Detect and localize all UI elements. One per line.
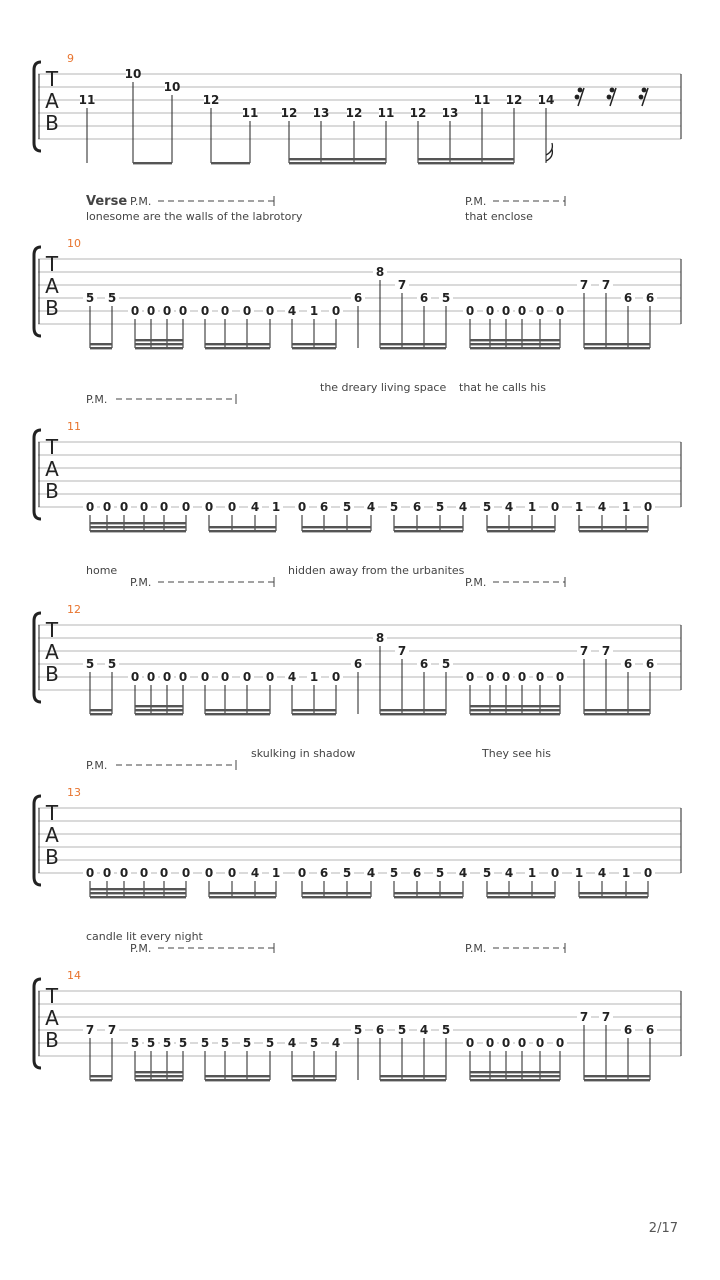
- beam: [470, 1079, 560, 1081]
- fret-number: 0: [200, 670, 210, 684]
- fret-number: 4: [250, 866, 260, 880]
- fret-number: 0: [535, 1036, 545, 1050]
- fret-number: 6: [645, 657, 655, 671]
- beam: [470, 343, 560, 345]
- fret-number: 1: [527, 500, 537, 514]
- fret-number: 1: [527, 866, 537, 880]
- beam: [584, 1079, 650, 1081]
- measure-number: 10: [67, 237, 81, 250]
- fret-number: 0: [265, 304, 275, 318]
- tab-clef-letter: B: [45, 845, 59, 869]
- fret-number: 4: [366, 866, 376, 880]
- fret-number: 12: [345, 106, 363, 120]
- fret-number: 0: [265, 670, 275, 684]
- lyric-text: that enclose: [465, 210, 533, 223]
- system-bracket: [34, 62, 41, 151]
- fret-number: 0: [162, 304, 172, 318]
- fret-number: 4: [287, 304, 297, 318]
- fret-number: 12: [505, 93, 523, 107]
- palm-mute-mark: P.M.: [465, 195, 487, 208]
- beam: [292, 713, 336, 715]
- beam: [584, 713, 650, 715]
- palm-mute-mark: P.M.: [86, 393, 108, 406]
- fret-number: 5: [389, 866, 399, 880]
- fret-number: 0: [130, 670, 140, 684]
- system-bracket: [34, 796, 41, 885]
- fret-number: 0: [227, 500, 237, 514]
- fret-number: 5: [107, 291, 117, 305]
- fret-number: 4: [250, 500, 260, 514]
- fret-number: 5: [162, 1036, 172, 1050]
- beam: [292, 709, 336, 711]
- system-bracket: [34, 979, 41, 1068]
- fret-number: 0: [297, 866, 307, 880]
- beam: [584, 1075, 650, 1077]
- tab-clef-letter: B: [45, 1028, 59, 1052]
- beam: [418, 158, 514, 160]
- tab-clef-letter: T: [45, 618, 59, 642]
- sixteenth-rest-icon: [607, 88, 616, 106]
- fret-number: 5: [242, 1036, 252, 1050]
- fret-number: 6: [412, 866, 422, 880]
- rest-dot: [639, 95, 644, 100]
- beam: [470, 339, 560, 341]
- fret-number: 0: [159, 500, 169, 514]
- note-flag: [546, 143, 552, 161]
- measure-number: 14: [67, 969, 81, 982]
- lyric-text: candle lit every night: [86, 930, 203, 943]
- beam: [302, 530, 371, 532]
- beam: [487, 892, 555, 894]
- tab-clef-letter: A: [45, 274, 59, 298]
- beam: [209, 530, 276, 532]
- beam: [90, 1079, 112, 1081]
- beam: [90, 526, 186, 528]
- beam: [90, 888, 186, 890]
- tab-clef-letter: B: [45, 111, 59, 135]
- beam: [205, 713, 270, 715]
- fret-number: 5: [200, 1036, 210, 1050]
- fret-number: 10: [124, 67, 142, 81]
- fret-number: 6: [645, 1023, 655, 1037]
- lyric-text: They see his: [482, 747, 551, 760]
- rest-dot: [607, 95, 612, 100]
- beam: [135, 1079, 183, 1081]
- fret-number: 0: [465, 670, 475, 684]
- tab-clef-letter: B: [45, 296, 59, 320]
- beam: [394, 526, 463, 528]
- fret-number: 7: [601, 1010, 611, 1024]
- fret-number: 0: [227, 866, 237, 880]
- sixteenth-rest-icon: [639, 88, 648, 106]
- fret-number: 0: [178, 670, 188, 684]
- fret-number: 0: [501, 304, 511, 318]
- fret-number: 6: [353, 291, 363, 305]
- beam: [289, 162, 386, 164]
- beam: [487, 896, 555, 898]
- sixteenth-rest-icon: [575, 88, 584, 106]
- beam: [292, 1079, 336, 1081]
- staff-system-13: [34, 747, 681, 898]
- fret-number: 8: [375, 631, 385, 645]
- fret-number: 12: [202, 93, 220, 107]
- beam: [135, 339, 183, 341]
- rest-dot: [575, 95, 580, 100]
- beam: [470, 713, 560, 715]
- beam: [394, 896, 463, 898]
- fret-number: 0: [550, 866, 560, 880]
- palm-mute-mark: P.M.: [465, 576, 487, 589]
- page-number: 2/17: [648, 1221, 678, 1236]
- fret-number: 0: [242, 670, 252, 684]
- fret-number: 0: [501, 1036, 511, 1050]
- palm-mute-mark: P.M.: [130, 576, 152, 589]
- fret-number: 1: [271, 866, 281, 880]
- fret-number: 1: [574, 866, 584, 880]
- fret-number: 5: [435, 866, 445, 880]
- fret-number: 5: [342, 866, 352, 880]
- fret-number: 0: [139, 866, 149, 880]
- beam: [292, 347, 336, 349]
- fret-number: 0: [204, 866, 214, 880]
- fret-number: 0: [242, 304, 252, 318]
- fret-number: 0: [220, 304, 230, 318]
- fret-number: 0: [555, 670, 565, 684]
- beam: [380, 343, 446, 345]
- fret-number: 0: [102, 500, 112, 514]
- fret-number: 4: [504, 866, 514, 880]
- fret-number: 0: [159, 866, 169, 880]
- beam: [380, 347, 446, 349]
- fret-number: 5: [342, 500, 352, 514]
- fret-number: 5: [482, 866, 492, 880]
- beam: [90, 347, 112, 349]
- tab-clef-letter: A: [45, 1006, 59, 1030]
- beam: [470, 1071, 560, 1073]
- beam: [90, 522, 186, 524]
- beam: [584, 343, 650, 345]
- fret-number: 5: [85, 291, 95, 305]
- fret-number: 5: [220, 1036, 230, 1050]
- fret-number: 5: [353, 1023, 363, 1037]
- fret-number: 0: [643, 500, 653, 514]
- rest-dot: [642, 88, 647, 93]
- fret-number: 13: [441, 106, 459, 120]
- beam: [418, 162, 514, 164]
- beam: [579, 896, 648, 898]
- beam: [292, 1075, 336, 1077]
- fret-number: 1: [309, 304, 319, 318]
- fret-number: 4: [597, 500, 607, 514]
- fret-number: 0: [130, 304, 140, 318]
- fret-number: 5: [397, 1023, 407, 1037]
- fret-number: 0: [220, 670, 230, 684]
- lyric-text: the dreary living space: [320, 381, 447, 394]
- beam: [302, 526, 371, 528]
- beam: [394, 530, 463, 532]
- beam: [302, 892, 371, 894]
- fret-number: 0: [465, 1036, 475, 1050]
- fret-number: 11: [78, 93, 96, 107]
- fret-number: 7: [397, 278, 407, 292]
- rest-dot: [578, 88, 583, 93]
- beam: [90, 892, 186, 894]
- beam: [470, 709, 560, 711]
- fret-number: 7: [601, 644, 611, 658]
- beam: [205, 343, 270, 345]
- fret-number: 0: [119, 500, 129, 514]
- fret-number: 7: [579, 278, 589, 292]
- beam: [90, 343, 112, 345]
- beam: [289, 158, 386, 160]
- fret-number: 5: [130, 1036, 140, 1050]
- measure-number: 12: [67, 603, 81, 616]
- lyric-text: lonesome are the walls of the labrotory: [86, 210, 303, 223]
- fret-number: 1: [621, 866, 631, 880]
- system-bracket: [34, 430, 41, 519]
- fret-number: 0: [85, 866, 95, 880]
- fret-number: 0: [643, 866, 653, 880]
- beam: [380, 709, 446, 711]
- palm-mute-mark: P.M.: [465, 942, 487, 955]
- beam: [209, 526, 276, 528]
- fret-number: 0: [501, 670, 511, 684]
- beam: [90, 530, 186, 532]
- tab-clef-letter: B: [45, 479, 59, 503]
- tab-clef-letter: A: [45, 89, 59, 113]
- fret-number: 0: [139, 500, 149, 514]
- beam: [209, 896, 276, 898]
- beam: [135, 713, 183, 715]
- fret-number: 5: [107, 657, 117, 671]
- fret-number: 14: [537, 93, 555, 107]
- fret-number: 6: [419, 291, 429, 305]
- beam: [584, 347, 650, 349]
- fret-number: 1: [309, 670, 319, 684]
- fret-number: 4: [504, 500, 514, 514]
- fret-number: 0: [102, 866, 112, 880]
- fret-number: 0: [119, 866, 129, 880]
- palm-mute-mark: P.M.: [86, 759, 108, 772]
- fret-number: 6: [353, 657, 363, 671]
- beam: [211, 162, 250, 164]
- fret-number: 0: [331, 304, 341, 318]
- fret-number: 5: [441, 291, 451, 305]
- staff-system-12: [34, 564, 681, 715]
- beam: [205, 1079, 270, 1081]
- fret-number: 0: [204, 500, 214, 514]
- staff-system-9: [34, 52, 681, 164]
- palm-mute-mark: P.M.: [130, 195, 152, 208]
- system-bracket: [34, 247, 41, 336]
- beam: [487, 530, 555, 532]
- palm-mute-mark: P.M.: [130, 942, 152, 955]
- fret-number: 0: [517, 1036, 527, 1050]
- fret-number: 4: [419, 1023, 429, 1037]
- fret-number: 0: [517, 304, 527, 318]
- fret-number: 1: [271, 500, 281, 514]
- fret-number: 0: [181, 500, 191, 514]
- beam: [380, 1075, 446, 1077]
- beam: [135, 705, 183, 707]
- staff-system-11: [34, 381, 681, 532]
- beam: [90, 1075, 112, 1077]
- fret-number: 0: [297, 500, 307, 514]
- beam: [487, 526, 555, 528]
- beam: [90, 713, 112, 715]
- fret-number: 6: [645, 291, 655, 305]
- fret-number: 0: [162, 670, 172, 684]
- fret-number: 0: [485, 1036, 495, 1050]
- lyric-text: that he calls his: [459, 381, 546, 394]
- tab-clef-letter: T: [45, 67, 59, 91]
- fret-number: 0: [555, 304, 565, 318]
- fret-number: 1: [574, 500, 584, 514]
- beam: [470, 347, 560, 349]
- beam: [394, 892, 463, 894]
- fret-number: 12: [409, 106, 427, 120]
- fret-number: 7: [107, 1023, 117, 1037]
- lyric-text: hidden away from the urbanites: [288, 564, 465, 577]
- fret-number: 4: [287, 1036, 297, 1050]
- fret-number: 8: [375, 265, 385, 279]
- fret-number: 0: [550, 500, 560, 514]
- beam: [135, 1075, 183, 1077]
- rest-dot: [610, 88, 615, 93]
- tab-clef-letter: T: [45, 435, 59, 459]
- fret-number: 5: [178, 1036, 188, 1050]
- fret-number: 7: [579, 644, 589, 658]
- fret-number: 7: [601, 278, 611, 292]
- measure-number: 11: [67, 420, 81, 433]
- fret-number: 0: [485, 670, 495, 684]
- fret-number: 0: [178, 304, 188, 318]
- fret-number: 4: [597, 866, 607, 880]
- beam: [135, 709, 183, 711]
- fret-number: 6: [623, 657, 633, 671]
- beam: [579, 530, 648, 532]
- fret-number: 7: [85, 1023, 95, 1037]
- fret-number: 6: [319, 866, 329, 880]
- fret-number: 12: [280, 106, 298, 120]
- beam: [470, 705, 560, 707]
- fret-number: 0: [181, 866, 191, 880]
- beam: [205, 1075, 270, 1077]
- fret-number: 5: [146, 1036, 156, 1050]
- beam: [380, 713, 446, 715]
- beam: [292, 343, 336, 345]
- fret-number: 6: [419, 657, 429, 671]
- fret-number: 11: [241, 106, 259, 120]
- fret-number: 5: [441, 1023, 451, 1037]
- fret-number: 7: [579, 1010, 589, 1024]
- fret-number: 5: [389, 500, 399, 514]
- fret-number: 0: [331, 670, 341, 684]
- fret-number: 5: [309, 1036, 319, 1050]
- fret-number: 0: [535, 670, 545, 684]
- fret-number: 13: [312, 106, 330, 120]
- fret-number: 6: [375, 1023, 385, 1037]
- fret-number: 4: [458, 866, 468, 880]
- lyric-text: home: [86, 564, 118, 577]
- beam: [584, 709, 650, 711]
- fret-number: 0: [465, 304, 475, 318]
- tab-clef-letter: A: [45, 457, 59, 481]
- fret-number: 0: [485, 304, 495, 318]
- fret-number: 0: [146, 670, 156, 684]
- fret-number: 0: [146, 304, 156, 318]
- fret-number: 6: [623, 1023, 633, 1037]
- tab-clef-letter: T: [45, 252, 59, 276]
- measure-number: 9: [67, 52, 74, 65]
- beam: [302, 896, 371, 898]
- measure-number: 13: [67, 786, 81, 799]
- fret-number: 0: [555, 1036, 565, 1050]
- fret-number: 4: [366, 500, 376, 514]
- fret-number: 5: [441, 657, 451, 671]
- fret-number: 11: [377, 106, 395, 120]
- fret-number: 4: [458, 500, 468, 514]
- tab-clef-letter: A: [45, 823, 59, 847]
- staff-system-10: [34, 194, 681, 349]
- beam: [380, 1079, 446, 1081]
- beam: [470, 1075, 560, 1077]
- lyric-text: skulking in shadow: [251, 747, 356, 760]
- beam: [579, 892, 648, 894]
- tab-clef-letter: T: [45, 984, 59, 1008]
- beam: [205, 709, 270, 711]
- tab-clef-letter: A: [45, 640, 59, 664]
- fret-number: 0: [517, 670, 527, 684]
- fret-number: 4: [331, 1036, 341, 1050]
- fret-number: 0: [535, 304, 545, 318]
- section-label: Verse: [86, 194, 128, 209]
- beam: [579, 526, 648, 528]
- beam: [135, 347, 183, 349]
- fret-number: 1: [621, 500, 631, 514]
- beam: [90, 709, 112, 711]
- beam: [133, 162, 172, 164]
- fret-number: 0: [85, 500, 95, 514]
- beam: [205, 347, 270, 349]
- fret-number: 5: [265, 1036, 275, 1050]
- beam: [135, 1071, 183, 1073]
- fret-number: 6: [623, 291, 633, 305]
- beam: [209, 892, 276, 894]
- fret-number: 0: [200, 304, 210, 318]
- fret-number: 11: [473, 93, 491, 107]
- fret-number: 5: [85, 657, 95, 671]
- tab-clef-letter: T: [45, 801, 59, 825]
- fret-number: 6: [319, 500, 329, 514]
- beam: [135, 343, 183, 345]
- fret-number: 5: [482, 500, 492, 514]
- system-bracket: [34, 613, 41, 702]
- fret-number: 7: [397, 644, 407, 658]
- beam: [90, 896, 186, 898]
- fret-number: 4: [287, 670, 297, 684]
- fret-number: 10: [163, 80, 181, 94]
- fret-number: 6: [412, 500, 422, 514]
- staff-system-14: [34, 930, 681, 1081]
- fret-number: 5: [435, 500, 445, 514]
- tab-clef-letter: B: [45, 662, 59, 686]
